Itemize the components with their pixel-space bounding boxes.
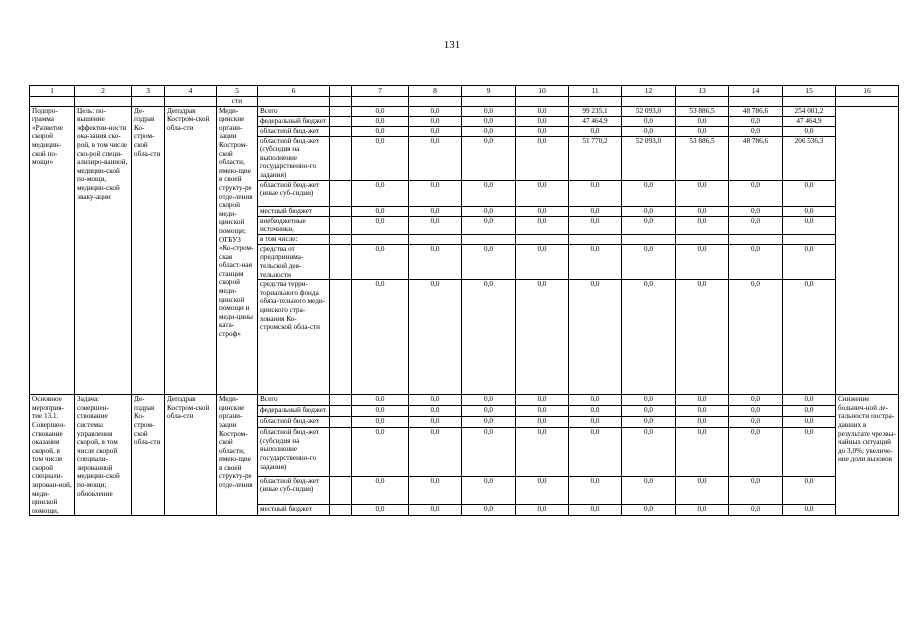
- page-number: 131: [443, 39, 461, 51]
- value-cell: 0,0: [516, 406, 569, 417]
- value-cell: 0,0: [622, 476, 676, 505]
- spacer-cell: [330, 234, 352, 244]
- value-cell: 0,0: [462, 406, 516, 417]
- spacer-cell: [330, 180, 352, 206]
- value-cell: 0,0: [462, 216, 516, 234]
- row-header-c5: Меди-цинские органи-зации Костром-ской области, имею-щие в своей структу-ре отде-ления: [217, 395, 258, 516]
- value-cell: 0,0: [516, 244, 569, 279]
- value-cell: 0,0: [676, 428, 729, 477]
- value-cell: 0,0: [783, 244, 836, 279]
- value-cell: 0,0: [409, 428, 462, 477]
- header-cell: 12: [622, 86, 676, 97]
- row-header-c2: Задача: совершен-ствование системы управления скорой, в том числе скорой специали-зированной медицин-ской по-мощи; обновление: [75, 395, 132, 516]
- source-label: Всего: [258, 395, 330, 406]
- table-cell: [836, 97, 899, 107]
- table-cell: [330, 97, 352, 107]
- value-cell: 0,0: [462, 126, 516, 136]
- value-cell: 53 886,5: [676, 136, 729, 180]
- value-cell: 0,0: [783, 476, 836, 505]
- table-row: [30, 395, 899, 406]
- value-cell: 0,0: [569, 180, 622, 206]
- value-cell: 0,0: [622, 180, 676, 206]
- value-cell: 0,0: [729, 406, 783, 417]
- value-cell: 0,0: [569, 406, 622, 417]
- source-label: областной бюд-жет (субсидия на выполнение государственно-го задания): [258, 428, 330, 477]
- source-label: областной бюд-жет: [258, 126, 330, 136]
- header-cell: 6: [258, 86, 330, 97]
- value-cell: 0,0: [676, 505, 729, 516]
- value-cell: 0,0: [409, 126, 462, 136]
- table-cell: [75, 97, 132, 107]
- value-cell: 0,0: [622, 417, 676, 428]
- row-header-c4: Депздрав Костром-ской обла-сти: [165, 395, 217, 516]
- header-cell: 16: [836, 86, 899, 97]
- spacer-cell: [330, 126, 352, 136]
- table-cell: [622, 97, 676, 107]
- value-cell: [352, 234, 409, 244]
- budget-table: [29, 85, 899, 516]
- header-cell: 11: [569, 86, 622, 97]
- value-cell: 0,0: [516, 216, 569, 234]
- value-cell: [622, 234, 676, 244]
- value-cell: 0,0: [462, 136, 516, 180]
- source-label: средства терри-ториального фонда обяза-тельного меди-цинского стра-хования Ко-стромской обла-сти: [258, 280, 330, 395]
- value-cell: 0,0: [516, 136, 569, 180]
- value-cell: 0,0: [729, 180, 783, 206]
- value-cell: 0,0: [676, 417, 729, 428]
- table-cell: [462, 97, 516, 107]
- value-cell: 0,0: [409, 476, 462, 505]
- value-cell: 0,0: [352, 476, 409, 505]
- table-row: [30, 106, 899, 116]
- value-cell: 0,0: [729, 216, 783, 234]
- value-cell: 0,0: [676, 180, 729, 206]
- source-label: федеральный бюджет: [258, 116, 330, 126]
- value-cell: 0,0: [729, 476, 783, 505]
- expected-result: [836, 106, 899, 395]
- value-cell: 0,0: [783, 180, 836, 206]
- table-cell: [569, 97, 622, 107]
- source-label: областной бюд-жет: [258, 417, 330, 428]
- value-cell: [676, 234, 729, 244]
- value-cell: 53 886,5: [676, 106, 729, 116]
- value-cell: [409, 234, 462, 244]
- value-cell: 0,0: [409, 206, 462, 216]
- value-cell: 0,0: [516, 116, 569, 126]
- source-label: в том числе:: [258, 234, 330, 244]
- value-cell: 0,0: [516, 126, 569, 136]
- value-cell: 0,0: [352, 136, 409, 180]
- value-cell: 0,0: [729, 116, 783, 126]
- spacer-cell: [330, 395, 352, 406]
- value-cell: 0,0: [783, 206, 836, 216]
- value-cell: 0,0: [569, 505, 622, 516]
- value-cell: 0,0: [676, 116, 729, 126]
- value-cell: 0,0: [352, 180, 409, 206]
- value-cell: [783, 234, 836, 244]
- header-cell: 3: [132, 86, 165, 97]
- value-cell: 0,0: [516, 417, 569, 428]
- value-cell: 0,0: [622, 428, 676, 477]
- spacer-cell: [330, 116, 352, 126]
- value-cell: 0,0: [729, 206, 783, 216]
- value-cell: 0,0: [783, 417, 836, 428]
- value-cell: 0,0: [729, 505, 783, 516]
- row-header-c1: Основное мероприя-тие 13.1. Совершен-ствование оказания скорой, в том числе скорой специали-зирован-ной, меди-цинской помощи,: [30, 395, 75, 516]
- value-cell: [516, 234, 569, 244]
- value-cell: 0,0: [462, 395, 516, 406]
- value-cell: 0,0: [516, 476, 569, 505]
- value-cell: 254 001,2: [783, 106, 836, 116]
- table-cell: [516, 97, 569, 107]
- value-cell: 0,0: [783, 505, 836, 516]
- value-cell: 0,0: [409, 417, 462, 428]
- value-cell: 0,0: [516, 395, 569, 406]
- value-cell: 0,0: [676, 395, 729, 406]
- value-cell: 48 786,6: [729, 136, 783, 180]
- value-cell: 0,0: [462, 244, 516, 279]
- row-header-c4: Депздрав Костром-ской обла-сти: [165, 106, 217, 395]
- row-header-c1: Подпро-грамма «Развитие скорой медицин-ской по-мощи»: [30, 106, 75, 395]
- value-cell: 0,0: [462, 505, 516, 516]
- value-cell: 0,0: [516, 280, 569, 395]
- value-cell: 0,0: [783, 395, 836, 406]
- spacer-cell: [330, 106, 352, 116]
- spacer-cell: [330, 206, 352, 216]
- header-cell: 2: [75, 86, 132, 97]
- header-cell: 7: [352, 86, 409, 97]
- value-cell: 0,0: [352, 406, 409, 417]
- value-cell: 0,0: [783, 428, 836, 477]
- value-cell: [569, 234, 622, 244]
- row-header-c3: Де-пздрав Ко-стром-ской обла-сти: [132, 106, 165, 395]
- continuation-row: [30, 97, 899, 107]
- value-cell: 0,0: [569, 395, 622, 406]
- value-cell: 206 536,3: [783, 136, 836, 180]
- value-cell: 0,0: [729, 126, 783, 136]
- value-cell: 0,0: [569, 126, 622, 136]
- header-cell: 4: [165, 86, 217, 97]
- value-cell: 0,0: [676, 280, 729, 395]
- spacer-cell: [330, 406, 352, 417]
- value-cell: 0,0: [462, 206, 516, 216]
- value-cell: 0,0: [676, 476, 729, 505]
- value-cell: 0,0: [569, 206, 622, 216]
- table-cell: [729, 97, 783, 107]
- table-cell: [409, 97, 462, 107]
- source-label: областной бюд-жет (субсидия на выполнение государственно-го задания): [258, 136, 330, 180]
- value-cell: 0,0: [729, 280, 783, 395]
- value-cell: 52 093,0: [622, 106, 676, 116]
- value-cell: 0,0: [352, 116, 409, 126]
- value-cell: 0,0: [622, 116, 676, 126]
- value-cell: 0,0: [676, 406, 729, 417]
- value-cell: 0,0: [729, 395, 783, 406]
- value-cell: 0,0: [622, 406, 676, 417]
- value-cell: 0,0: [622, 280, 676, 395]
- header-cell: 9: [462, 86, 516, 97]
- value-cell: 0,0: [569, 476, 622, 505]
- table-cell: [352, 97, 409, 107]
- value-cell: 0,0: [352, 280, 409, 395]
- source-label: местный бюджет: [258, 206, 330, 216]
- source-label: областной бюд-жет (иные суб-сидии): [258, 476, 330, 505]
- value-cell: 0,0: [783, 280, 836, 395]
- value-cell: 0,0: [622, 126, 676, 136]
- value-cell: 0,0: [409, 106, 462, 116]
- value-cell: 0,0: [462, 116, 516, 126]
- value-cell: 0,0: [622, 206, 676, 216]
- value-cell: 48 786,6: [729, 106, 783, 116]
- value-cell: 0,0: [409, 136, 462, 180]
- source-label: Всего: [258, 106, 330, 116]
- value-cell: [462, 234, 516, 244]
- value-cell: 0,0: [462, 180, 516, 206]
- value-cell: 0,0: [462, 106, 516, 116]
- value-cell: 99 235,1: [569, 106, 622, 116]
- row-header-c5: Меди-цинские органи-зации Костром-ской области, имею-щие в своей структу-ре отде-ления скорой меди-цинской помощи; ОГБУЗ «Ко-стром-ская област-ная станция скорой меди-цинской помощи и меди-цины ката-строф»: [217, 106, 258, 395]
- value-cell: 0,0: [622, 395, 676, 406]
- value-cell: 0,0: [516, 206, 569, 216]
- expected-result: Снижение больнич-ной ле-тальности постра-давших в результате чрезвы-чайных ситуаций до 3,0%; увеличе-ние доли вызовов: [836, 395, 899, 516]
- spacer-cell: [330, 505, 352, 516]
- table-cell: [783, 97, 836, 107]
- spacer-cell: [330, 417, 352, 428]
- source-label: местный бюджет: [258, 505, 330, 516]
- table-cell: сти: [217, 97, 258, 107]
- value-cell: 0,0: [462, 428, 516, 477]
- value-cell: 0,0: [569, 428, 622, 477]
- value-cell: 0,0: [622, 505, 676, 516]
- value-cell: 0,0: [462, 417, 516, 428]
- value-cell: 0,0: [409, 180, 462, 206]
- value-cell: 0,0: [462, 280, 516, 395]
- value-cell: 51 770,2: [569, 136, 622, 180]
- source-label: средства от предпринима-тельской дея-тельности: [258, 244, 330, 279]
- source-label: федеральный бюджет: [258, 406, 330, 417]
- header-cell: 13: [676, 86, 729, 97]
- header-cell: [330, 86, 352, 97]
- value-cell: 0,0: [729, 417, 783, 428]
- value-cell: 0,0: [516, 428, 569, 477]
- value-cell: 0,0: [676, 216, 729, 234]
- value-cell: 0,0: [409, 406, 462, 417]
- spacer-cell: [330, 216, 352, 234]
- source-label: областной бюд-жет (иные суб-сидии): [258, 180, 330, 206]
- value-cell: 0,0: [622, 216, 676, 234]
- value-cell: 0,0: [352, 395, 409, 406]
- header-cell: 8: [409, 86, 462, 97]
- value-cell: 0,0: [409, 216, 462, 234]
- value-cell: 0,0: [516, 505, 569, 516]
- value-cell: 0,0: [516, 180, 569, 206]
- header-cell: 1: [30, 86, 75, 97]
- value-cell: 0,0: [409, 505, 462, 516]
- table-cell: [258, 97, 330, 107]
- row-header-c2: Цель: по-вышение эффектив-ности ока-зания ско-рой, в том числе ско-рой специ-ализиро-ванной, медицин-ской по-мощи, медицин-ской эваку-ации: [75, 106, 132, 395]
- spacer-cell: [330, 428, 352, 477]
- value-cell: 0,0: [676, 206, 729, 216]
- header-row: [30, 86, 899, 97]
- value-cell: 0,0: [676, 126, 729, 136]
- value-cell: 0,0: [783, 126, 836, 136]
- value-cell: 52 093,0: [622, 136, 676, 180]
- value-cell: 0,0: [352, 417, 409, 428]
- value-cell: 0,0: [783, 406, 836, 417]
- value-cell: 0,0: [409, 244, 462, 279]
- row-header-c3: Де-пздрав Ко-стром-ской обла-сти: [132, 395, 165, 516]
- value-cell: 0,0: [622, 244, 676, 279]
- spacer-cell: [330, 244, 352, 279]
- value-cell: 0,0: [409, 395, 462, 406]
- value-cell: 47 464,9: [569, 116, 622, 126]
- value-cell: 0,0: [352, 216, 409, 234]
- value-cell: 0,0: [409, 116, 462, 126]
- spacer-cell: [330, 280, 352, 395]
- value-cell: 0,0: [352, 206, 409, 216]
- value-cell: 0,0: [729, 244, 783, 279]
- header-cell: 14: [729, 86, 783, 97]
- value-cell: 0,0: [516, 106, 569, 116]
- header-cell: 10: [516, 86, 569, 97]
- value-cell: 0,0: [352, 428, 409, 477]
- value-cell: 0,0: [462, 476, 516, 505]
- value-cell: 0,0: [352, 244, 409, 279]
- table-cell: [132, 97, 165, 107]
- value-cell: 0,0: [409, 280, 462, 395]
- value-cell: [729, 234, 783, 244]
- header-cell: 15: [783, 86, 836, 97]
- value-cell: 0,0: [569, 244, 622, 279]
- value-cell: 0,0: [352, 106, 409, 116]
- value-cell: 0,0: [569, 280, 622, 395]
- value-cell: 0,0: [569, 417, 622, 428]
- header-cell: 5: [217, 86, 258, 97]
- spacer-cell: [330, 136, 352, 180]
- table-cell: [676, 97, 729, 107]
- value-cell: 0,0: [783, 216, 836, 234]
- value-cell: 0,0: [352, 505, 409, 516]
- value-cell: 47 464,9: [783, 116, 836, 126]
- value-cell: 0,0: [729, 428, 783, 477]
- source-label: внебюджетные источники,: [258, 216, 330, 234]
- table-cell: [165, 97, 217, 107]
- value-cell: 0,0: [569, 216, 622, 234]
- value-cell: 0,0: [676, 244, 729, 279]
- spacer-cell: [330, 476, 352, 505]
- value-cell: 0,0: [352, 126, 409, 136]
- table-cell: [30, 97, 75, 107]
